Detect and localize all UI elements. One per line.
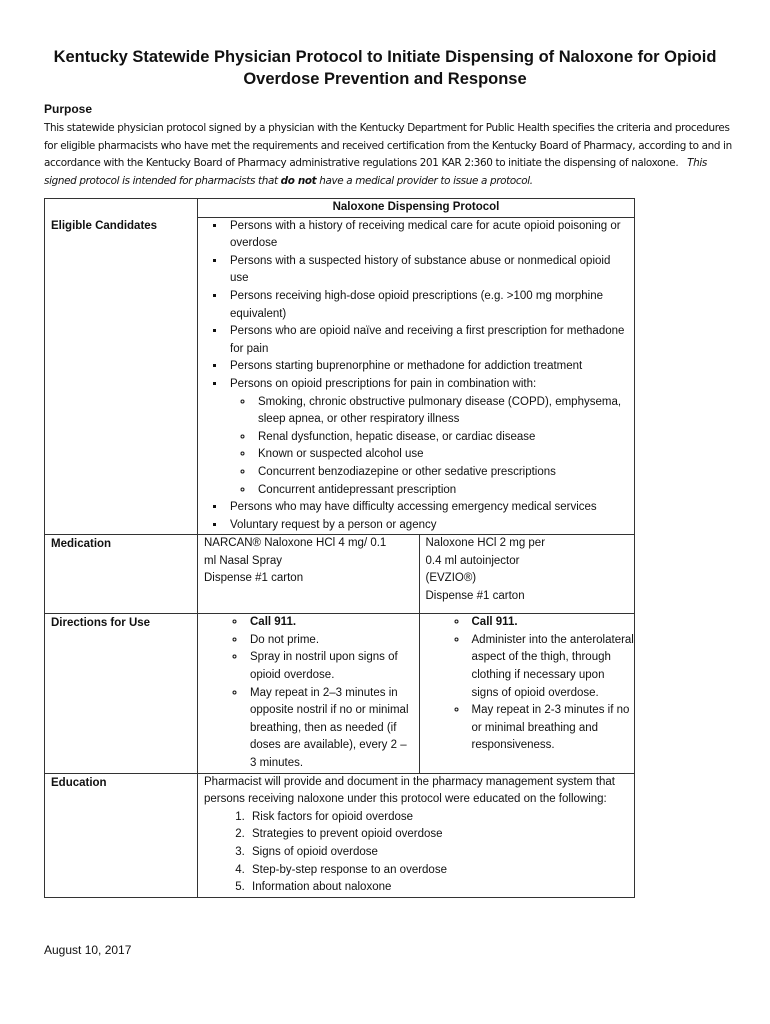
education-list (204, 809, 628, 897)
medication-line: (EVZIO®) (425, 572, 477, 585)
list-item: ▪ Voluntary request by a person or agency (226, 517, 628, 535)
list-item: ▪ Persons with a suspected history of substance abuse or nonmedical opioid use (226, 253, 628, 288)
table-row (45, 217, 635, 535)
medication-line: Naloxone HCl 2 mg per (425, 537, 546, 550)
table-row (45, 614, 635, 773)
list-item: ▪ Persons with a history of receiving medical care for acute opioid poisoning or overdose (226, 218, 628, 253)
medication-narcan (198, 535, 420, 613)
document-title: Kentucky Statewide Physician Protocol to Initiate Dispensing of Naloxone for Opioid Overdose Prevention and Response (53, 48, 717, 88)
education-label: Education (45, 773, 198, 897)
medication-evzio (420, 535, 635, 613)
list-item: 4. Step-by-step response to an overdose (248, 862, 628, 880)
education-content (198, 773, 635, 897)
directions-list-left (198, 614, 413, 772)
purpose-note-bold: do not (280, 174, 317, 187)
medication-line: Dispense #1 carton (425, 590, 525, 603)
list-item: 2. Strategies to prevent opioid overdose (248, 826, 628, 844)
medication-line: NARCAN® Naloxone HCl 4 mg/ 0.1 (204, 537, 387, 550)
document-date: August 10, 2017 (44, 943, 132, 957)
list-item: ▪ Persons starting buprenorphine or methadone for addiction treatment (226, 358, 628, 376)
list-item-text: Persons on opioid prescriptions for pain in combination with: (230, 377, 537, 390)
list-item: ◦ May repeat in 2–3 minutes in opposite nostril if no or minimal breathing, then as needed (if doses are available), every 2 – 3 minutes. (246, 685, 413, 773)
eligible-label: Eligible Candidates (45, 217, 198, 535)
list-item (226, 376, 628, 499)
directions-evzio (420, 614, 635, 772)
medication-line: ml Nasal Spray (204, 554, 282, 567)
list-item: ▪ Persons who are opioid naïve and receiving a first prescription for methadone for pain (226, 323, 628, 358)
list-item: ◦ Concurrent benzodiazepine or other sedative prescriptions (254, 464, 628, 482)
list-item: ◦ Renal dysfunction, hepatic disease, or cardiac disease (254, 429, 628, 447)
purpose-text (44, 120, 734, 190)
directions-narcan (198, 614, 420, 772)
medication-content (198, 535, 635, 614)
list-item: 3. Signs of opioid overdose (248, 844, 628, 862)
purpose-note-after: have a medical provider to issue a protocol. (319, 174, 533, 187)
list-item: ▪ Persons who may have difficulty accessing emergency medical services (226, 499, 628, 517)
list-item: 5. Information about naloxone (248, 879, 628, 897)
list-item: ▪ Persons receiving high-dose opioid prescriptions (e.g. >100 mg morphine equivalent) (226, 288, 628, 323)
table-header-spacer (45, 199, 198, 218)
list-item: ◦ Do not prime. (246, 632, 413, 650)
list-item: 1. Risk factors for opioid overdose (248, 809, 628, 827)
list-item: ◦ Call 911. (246, 614, 413, 632)
table-header: Naloxone Dispensing Protocol (198, 199, 635, 218)
medication-line: Dispense #1 carton (204, 572, 304, 585)
directions-list-right (420, 614, 635, 755)
eligible-list (204, 218, 628, 535)
eligible-sublist (230, 394, 628, 500)
list-item: ◦ Smoking, chronic obstructive pulmonary disease (COPD), emphysema, sleep apnea, or other respiratory illness (254, 394, 628, 429)
list-item: ◦ Call 911. (468, 614, 635, 632)
list-item: ◦ May repeat in 2-3 minutes if no or minimal breathing and responsiveness. (468, 702, 635, 755)
purpose-heading: Purpose (44, 102, 93, 116)
directions-content (198, 614, 635, 773)
medication-line: 0.4 ml autoinjector (425, 554, 520, 567)
list-item: ◦ Concurrent antidepressant prescription (254, 482, 628, 500)
education-intro: Pharmacist will provide and document in the pharmacy management system that persons receiving naloxone under this protocol were educated on the following: (204, 775, 616, 806)
directions-label: Directions for Use (45, 614, 198, 773)
purpose-body: This statewide physician protocol signed by a physician with the Kentucky Department for Public Health specifies the criteria and procedures for eligible pharmacists who have met the requirements and received certification from the Kentucky Board of Pharmacy, according to and in accordance with the Kentucky Board of Pharmacy administrative regulations 201 KAR 2:360 to initiate the dispensing of naloxone. (44, 122, 732, 170)
eligible-content (198, 217, 635, 535)
purpose-note-before: This signed protocol is intended for pharmacists that (44, 157, 707, 187)
list-item: ◦ Known or suspected alcohol use (254, 446, 628, 464)
table-row (45, 535, 635, 614)
table-row (45, 773, 635, 897)
list-item: ◦ Administer into the anterolateral aspect of the thigh, through clothing if necessary upon signs of opioid overdose. (468, 632, 635, 702)
medication-label: Medication (45, 535, 198, 614)
list-item: ◦ Spray in nostril upon signs of opioid overdose. (246, 649, 413, 684)
protocol-table (44, 198, 635, 898)
